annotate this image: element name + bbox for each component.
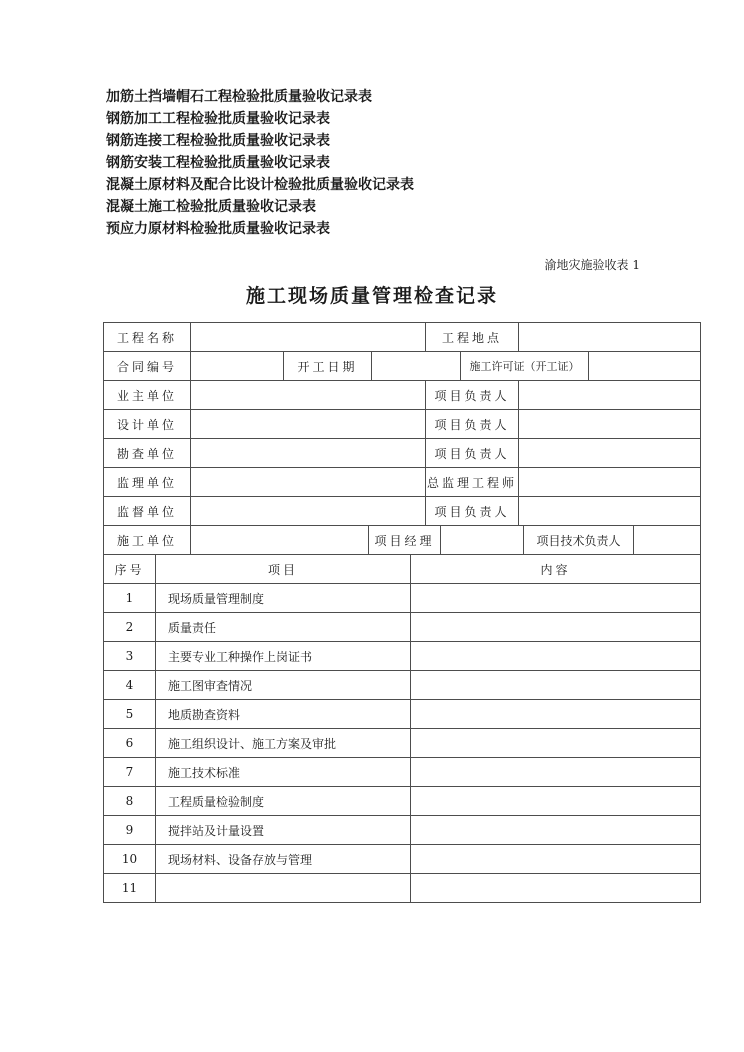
table-row: [104, 352, 701, 381]
list-item: 混凝土施工检验批质量验收记录表: [106, 199, 316, 215]
row-item: 现场质量管理制度: [156, 584, 411, 613]
table-row: [104, 323, 701, 352]
survey-label: 勘查单位: [104, 439, 191, 468]
tech-leader-value: [634, 526, 701, 555]
owner-label: 业主单位: [104, 381, 191, 410]
list-item: 钢筋加工工程检验批质量验收记录表: [106, 111, 330, 127]
checklist-row: [104, 613, 701, 642]
checklist-row: [104, 729, 701, 758]
quality-management-table: [103, 322, 701, 903]
row-no: 6: [104, 729, 156, 758]
row-content: [411, 787, 701, 816]
chief-engineer-value: [519, 468, 701, 497]
designer-label: 设计单位: [104, 410, 191, 439]
record-form-list: [106, 0, 744, 240]
start-date-label: 开工日期: [284, 352, 372, 381]
row-no: 11: [104, 874, 156, 903]
project-name-value: [191, 323, 426, 352]
checklist-row: [104, 584, 701, 613]
supervisor-value: [191, 468, 426, 497]
row-item: 工程质量检验制度: [156, 787, 411, 816]
header-content: 内容: [411, 555, 701, 584]
inspector-label: 监督单位: [104, 497, 191, 526]
contract-no-value: [191, 352, 284, 381]
table-row: [104, 497, 701, 526]
row-item: 质量责任: [156, 613, 411, 642]
table-row: [104, 526, 701, 555]
row-content: [411, 816, 701, 845]
list-item: 混凝土原材料及配合比设计检验批质量验收记录表: [106, 177, 414, 193]
row-item: 现场材料、设备存放与管理: [156, 845, 411, 874]
header-no: 序号: [104, 555, 156, 584]
row-no: 9: [104, 816, 156, 845]
survey-leader-value: [519, 439, 701, 468]
checklist-row: [104, 758, 701, 787]
table-row: [104, 381, 701, 410]
project-location-value: [519, 323, 701, 352]
owner-leader-value: [519, 381, 701, 410]
row-no: 2: [104, 613, 156, 642]
row-item: 施工图审查情况: [156, 671, 411, 700]
list-item: 钢筋安装工程检验批质量验收记录表: [106, 155, 330, 171]
designer-value: [191, 410, 426, 439]
project-manager-label: 项目经理: [369, 526, 441, 555]
list-item: 预应力原材料检验批质量验收记录表: [106, 221, 330, 237]
row-no: 8: [104, 787, 156, 816]
row-content: [411, 584, 701, 613]
row-no: 4: [104, 671, 156, 700]
start-date-value: [372, 352, 461, 381]
row-no: 3: [104, 642, 156, 671]
row-no: 10: [104, 845, 156, 874]
checklist-row: [104, 787, 701, 816]
form-code: 渝地灾施验收表 1: [544, 258, 640, 272]
checklist-header-row: [104, 555, 701, 584]
row-item: [156, 874, 411, 903]
page-title: 施工现场质量管理检查记录: [245, 285, 498, 307]
row-no: 5: [104, 700, 156, 729]
row-content: [411, 729, 701, 758]
row-content: [411, 845, 701, 874]
checklist-row: [104, 816, 701, 845]
designer-leader-label: 项目负责人: [426, 410, 519, 439]
row-content: [411, 874, 701, 903]
inspector-value: [191, 497, 426, 526]
row-item: 搅拌站及计量设置: [156, 816, 411, 845]
permit-value: [589, 352, 701, 381]
inspector-leader-label: 项目负责人: [426, 497, 519, 526]
survey-value: [191, 439, 426, 468]
row-content: [411, 613, 701, 642]
row-no: 1: [104, 584, 156, 613]
row-no: 7: [104, 758, 156, 787]
designer-leader-value: [519, 410, 701, 439]
checklist-row: [104, 845, 701, 874]
row-content: [411, 758, 701, 787]
tech-leader-label: 项目技术负责人: [524, 526, 634, 555]
contractor-label: 施工单位: [104, 526, 191, 555]
list-item: 加筋土挡墙帽石工程检验批质量验收记录表: [106, 89, 372, 105]
checklist-row: [104, 671, 701, 700]
row-item: 地质勘查资料: [156, 700, 411, 729]
list-item: 钢筋连接工程检验批质量验收记录表: [106, 133, 330, 149]
project-name-label: 工程名称: [104, 323, 191, 352]
project-manager-value: [441, 526, 524, 555]
table-row: [104, 468, 701, 497]
chief-engineer-label: 总监理工程师: [426, 468, 519, 497]
row-item: 主要专业工种操作上岗证书: [156, 642, 411, 671]
header-item: 项目: [156, 555, 411, 584]
owner-leader-label: 项目负责人: [426, 381, 519, 410]
checklist-row: [104, 700, 701, 729]
row-content: [411, 642, 701, 671]
checklist-row: [104, 642, 701, 671]
table-row: [104, 439, 701, 468]
checklist-row: [104, 874, 701, 903]
row-item: 施工技术标准: [156, 758, 411, 787]
table-row: [104, 410, 701, 439]
row-content: [411, 700, 701, 729]
owner-value: [191, 381, 426, 410]
supervisor-label: 监理单位: [104, 468, 191, 497]
row-item: 施工组织设计、施工方案及审批: [156, 729, 411, 758]
contractor-value: [191, 526, 369, 555]
row-content: [411, 671, 701, 700]
project-location-label: 工程地点: [426, 323, 519, 352]
inspector-leader-value: [519, 497, 701, 526]
survey-leader-label: 项目负责人: [426, 439, 519, 468]
contract-no-label: 合同编号: [104, 352, 191, 381]
permit-label: 施工许可证（开工证）: [461, 352, 589, 381]
